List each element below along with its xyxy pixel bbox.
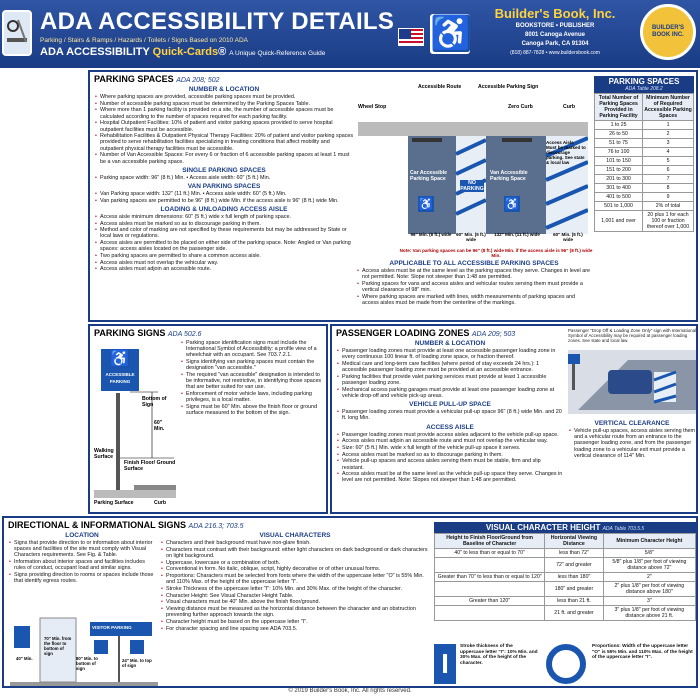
table-cell: 2"	[603, 573, 695, 582]
label-wheel-stop: Wheel Stop	[358, 104, 387, 110]
page-title: ADA ACCESSIBILITY DETAILS	[40, 8, 395, 35]
table-cell: 3	[643, 139, 694, 148]
table-cell: 2	[643, 130, 694, 139]
table-cell: 7	[643, 175, 694, 184]
left-blank-margin	[0, 70, 86, 322]
list-item: • Visual characters must be 40" Min. above the finish floor/ground.	[160, 599, 430, 605]
table-cell: 2% of total	[643, 202, 694, 211]
list-item: • Where parking spaces are provided, accessible parking spaces must be provided.	[94, 94, 354, 100]
table-cell: 20 plus 1 for each 100 or fraction thereof over 1,000	[643, 211, 694, 232]
us-flag-icon	[398, 28, 424, 46]
table-cell: 3"	[603, 597, 695, 606]
van-note: Note: Van parking spaces can be 96" (8 ft.) wide Min. if the access aisle is 96" (8 ft.) wide Min.	[399, 248, 593, 258]
col-header-total: Total Number of Parking Spaces Provided in Parking Facility	[595, 94, 643, 121]
parking-spaces-table	[594, 76, 694, 232]
wheelchair-icon: ♿	[430, 15, 473, 53]
page-subtitle: Parking / Stairs & Ramps / Hazards / Toilets / Signs Based on 2010 ADA	[40, 37, 248, 44]
list-item: • Parking facilities that provide valet parking services must provide at least 1 accessible passenger loading zone.	[336, 374, 564, 386]
table-cell: 1 to 25	[595, 121, 643, 130]
table-cell: Greater than 70" to less than or equal to 120"	[435, 573, 545, 582]
table-cell: 5/8" plus 1/8" per foot of viewing distance above 72"	[603, 558, 695, 573]
table-row	[595, 193, 694, 202]
list-item: • Size: 60" (5 ft.) Min. wide x full length of the vehicle pull-up space it serves.	[336, 445, 564, 451]
table-cell: 21 ft. and greater	[545, 606, 603, 621]
table-row	[595, 184, 694, 193]
vertical-clearance-block	[568, 418, 696, 460]
table-cell: 5/8"	[603, 549, 695, 558]
label-accessible-parking-sign: Accessible Parking Sign	[478, 84, 539, 90]
table-cell	[435, 582, 545, 597]
section-title: DIRECTIONAL & INFORMATIONAL SIGNS ADA 216.3; 703.5	[8, 520, 244, 530]
loading-zone-figure	[568, 328, 696, 416]
dimension-row	[408, 232, 588, 246]
list-item: • Method and color of marking are not specified by these requirements but may be addressed by State or local laws or regulations.	[94, 227, 354, 239]
ramp-logo-icon	[2, 10, 32, 56]
list-item: • Where parking spaces are marked with lines, width measurements of parking spaces and access aisles must be made from the centerline of the markings.	[356, 294, 592, 306]
list-item: • Number of accessible parking spaces must be determined by the Parking Spaces Table.	[94, 101, 354, 107]
parking-sign-figure	[94, 340, 176, 512]
list-item: • Medical care and long-term care facilities (where period of stay exceeds 24 hrs.): 1 accessible passenger loading zone must be provided at an accessible entrance.	[336, 361, 564, 373]
table-cell: 40" to less than or equal to 70"	[435, 549, 545, 558]
table-cell: 401 to 500	[595, 193, 643, 202]
label-zero-curb: Zero Curb	[508, 104, 533, 110]
label-curb: Curb	[154, 500, 167, 506]
col-header-height: Height to Finish Floor/Ground from Baseline of Character	[435, 534, 545, 549]
list-item: • Access aisles must adjoin an accessible route and must not overlap the vehicular way.	[336, 438, 564, 444]
all-spaces-block	[356, 258, 592, 307]
list-item: • Parking spaces for vans and access aisles and vehicular routes serving them must provide a vertical clearance of 98" min.	[356, 281, 592, 293]
list-item: • Access aisles must not overlap the vehicular way.	[94, 260, 354, 266]
header-banner	[0, 0, 700, 68]
letter-proportion-figure	[434, 642, 696, 688]
parking-signs-text	[180, 340, 326, 417]
list-item: • Access aisles must be at the same level as the parking spaces they serve. Changes in level are not permitted. Note: Slope not steeper than 1:48 are permitted.	[356, 268, 592, 280]
list-item: • Parking space identification signs must include the International Symbol of Accessibility: a profile view of a wheelchair with an occupant. See 703.7.2.1.	[180, 340, 326, 359]
table-cell: 51 to 75	[595, 139, 643, 148]
table-cell	[435, 558, 545, 573]
list-item: • Character height must be based on the uppercase letter "I".	[160, 619, 430, 625]
subheading-single: SINGLE PARKING SPACES	[182, 166, 266, 174]
publisher-seal-icon: BUILDER'S BOOK INC.	[640, 4, 696, 60]
table-cell: 151 to 200	[595, 166, 643, 175]
loading-text-column	[336, 338, 564, 484]
subheading-visual-characters: VISUAL CHARACTERS	[259, 532, 331, 539]
label-24-min: 24" Min. to top of sign	[122, 658, 152, 668]
visual-character-height-table	[434, 522, 696, 621]
label-70-min: 70" Min. from the floor to bottom of sign	[44, 636, 72, 656]
dimension-van-aisle: 60" Min. (5 ft.) wide	[553, 232, 583, 242]
table-row	[435, 573, 696, 582]
table-cell: less than 180"	[545, 573, 603, 582]
list-item: • Passenger loading zones must provide access aisles adjacent to the vehicle pull-up space.	[336, 432, 564, 438]
stroke-note: Stroke thickness of the uppercase letter "I": 10% Min. and 30% Max. of the height of the character.	[460, 644, 538, 666]
directional-signs-section	[2, 516, 698, 688]
list-item: • Where more than 1 parking facility is provided on a site, the number of accessible spaces must be calculated according to the number of spaces required for each parking facility.	[94, 107, 354, 119]
table-row	[435, 606, 696, 621]
list-item: • Information about interior spaces and facilities includes rules of conduct, occupant load and similar signs.	[8, 559, 156, 571]
wheelchair-symbol-icon: ♿	[504, 197, 520, 211]
list-item: • Van Parking space width: 132" (11 ft.) Min. • Access aisle width: 60" (5 ft.) Min.	[94, 191, 354, 197]
table-row	[435, 549, 696, 558]
label-bottom-of-sign: Bottom of Sign	[142, 396, 167, 408]
table-cell: 1	[643, 121, 694, 130]
list-item: • Vehicle pull-up spaces, access aisles serving them and a vehicular route from an entrance to the passenger loading zone, and from the passenger loading zone to a vehicular exit must provide a vertical clearance of 114" Min.	[568, 428, 696, 459]
section-title: PASSENGER LOADING ZONES ADA 209; 503	[336, 328, 516, 338]
proportion-note: Proportions: Width of the uppercase letter "O" is 55% Min. and 110% Max. of the height of the uppercase letter "I".	[592, 644, 693, 661]
sign-text-parking: PARKING	[109, 379, 131, 384]
list-item: • Proportions: Characters must be selected from fonts where the width of the uppercase letter "O" is 55% Min. and 110% Max. of the height of the uppercase letter "I".	[160, 573, 430, 585]
list-item: • Signs identifying van parking spaces must contain the designation "van accessible."	[180, 359, 326, 371]
letter-o-icon	[546, 644, 586, 684]
table-cell: 5	[643, 157, 694, 166]
label-80-min: 80" Min. to bottom of sign	[76, 656, 98, 671]
list-item: • Signs must be 60" Min. above the finish floor or ground surface measured to the bottom of the sign.	[180, 404, 326, 416]
label-curb: Curb	[563, 104, 576, 110]
letter-i-icon: I	[434, 644, 456, 684]
table-row	[595, 211, 694, 232]
table-cell: less than 72"	[545, 549, 603, 558]
table-cell: 4	[643, 148, 694, 157]
parking-spaces-section	[88, 70, 698, 322]
subheading-loading: LOADING & UNLOADING ACCESS AISLE	[160, 205, 288, 213]
list-item: • Access aisles must be at the same level as the vehicle pull-up space they serve. Changes in level are not permitted. Note: Slopes not steeper than 1:48 are permitted.	[336, 471, 564, 483]
dimension-aisle: 60" Min. (5 ft.) wide	[456, 232, 486, 242]
table-cell: 301 to 400	[595, 184, 643, 193]
table-row	[595, 130, 694, 139]
section-title: PARKING SPACES ADA 208; 502	[94, 74, 220, 84]
label-parking-surface: Parking Surface	[94, 500, 134, 506]
label-visitor-parking: VISITOR PARKING	[92, 625, 132, 630]
wheelchair-symbol-icon: ♿	[418, 197, 434, 211]
col-header-minimum: Minimum Number of Required Accessible Parking Spaces	[644, 95, 692, 119]
table-row	[435, 558, 696, 573]
list-item: • Signs that provide direction to or information about interior spaces and facilities of the site must comply with Visual Characters requirements. See Fig. & Table.	[8, 540, 156, 559]
table-row	[435, 582, 696, 597]
table-row	[435, 597, 696, 606]
list-item: • Conventional in form. No italic, oblique, script, highly decorative or of other unusual forms.	[160, 566, 430, 572]
list-item: • Characters and their background must have non-glare finish.	[160, 540, 430, 546]
list-item: • Access aisle minimum dimensions: 60" (5 ft.) wide x full length of parking space.	[94, 214, 354, 220]
col-header-viewing: Horizontal Viewing Distance	[545, 534, 603, 549]
subheading-access-aisle: ACCESS AISLE	[426, 423, 474, 431]
list-item: • Access aisles must be marked so as to discourage parking in them.	[94, 221, 354, 227]
publisher-block: Builder's Book, Inc. BOOKSTORE • PUBLISHER 8001 Canoga Avenue Canoga Park, CA 91304 (818) 887-7828 • www.buildersbook.com	[494, 6, 616, 56]
list-item: • Viewing distance must be measured as the horizontal distance between the character and an obstruction preventing further approach towards the sign.	[160, 606, 430, 618]
table-title: VISUAL CHARACTER HEIGHT ADA Table 703.5.5	[434, 522, 696, 533]
table-cell: 9	[643, 193, 694, 202]
table-row	[595, 139, 694, 148]
table-row	[595, 202, 694, 211]
section-title: PARKING SIGNS ADA 502.6	[94, 328, 202, 338]
list-item: • Access aisles must be marked so as to discourage parking in them.	[336, 452, 564, 458]
table-cell: 3" plus 1/8" per foot of viewing distance above 21 ft.	[603, 606, 695, 621]
table-row	[595, 166, 694, 175]
copyright-footer: © 2019 Builder's Book, Inc. All rights reserved.	[288, 688, 412, 694]
label-van-space: Van Accessible Parking Space	[490, 170, 528, 182]
list-item: • Number of Van Accessible Spaces: For every 6 or fraction of 6 accessible parking spaces at least 1 must be a van accessible parking space.	[94, 152, 354, 164]
table-cell: 201 to 300	[595, 175, 643, 184]
table-cell: 180" and greater	[545, 582, 603, 597]
list-item: • Van parking spaces are permitted to be 96" (8 ft.) wide Min. if the access aisle is 96" (8 ft.) wide Min.	[94, 198, 354, 204]
list-item: • Vehicle pull-up spaces and access aisles serving them must be stable, firm and slip resistant.	[336, 458, 564, 470]
label-finish-floor: Finish Floor/ Ground Surface	[124, 460, 176, 472]
list-item: • Signs providing direction to rooms or spaces include those that identify egress routes.	[8, 572, 156, 584]
table-cell: 8	[643, 184, 694, 193]
list-item: • Hospital Outpatient Facilities: 10% of patient and visitor parking spaces provided to serve hospital outpatient facilities must be accessible.	[94, 120, 354, 132]
table-title: PARKING SPACES ADA Table 208.2	[594, 76, 694, 93]
dimension-car-space: 96" Min. (8 ft.) wide	[410, 232, 452, 237]
subheading-all-spaces: APPLICABLE TO ALL ACCESSIBLE PARKING SPACES	[389, 260, 559, 267]
subheading-location: LOCATION	[65, 532, 99, 539]
label-accessible-route: Accessible Route	[418, 84, 462, 90]
table-row	[595, 148, 694, 157]
list-item: • Passenger loading zones must provide a vehicular pull-up space 96" (8 ft.) wide Min. and 20 ft. long Min.	[336, 409, 564, 421]
passenger-loading-section	[330, 324, 698, 514]
table-cell: 72" and greater	[545, 558, 603, 573]
list-item: • Character Height: See Visual Character Height Table.	[160, 593, 430, 599]
parking-text-column	[94, 84, 354, 273]
table-cell: 2" plus 1/8" per foot of viewing distance above 180"	[603, 582, 695, 597]
dimension-van-space: 132" Min. (11 ft.) wide	[494, 232, 540, 237]
table-row	[595, 175, 694, 184]
subheading-pullup: VEHICLE PULL-UP SPACE	[409, 401, 491, 409]
list-item: • Mechanical access parking garages must provide at least one passenger loading zone at vehicle drop-off and vehicle pick-up areas.	[336, 387, 564, 399]
table-cell: 26 to 50	[595, 130, 643, 139]
label-access-aisle: Access Aisle Must be marked to discourage parking. See state & local law	[546, 140, 586, 165]
loading-sign-note: Passenger "Drop Off & Loading Zone Only" sign with International Symbol of Accessibility may be required at passenger loading zones. See state and local law.	[568, 328, 696, 343]
label-walking-surface: Walking Surface	[94, 448, 114, 460]
subheading-van: VAN PARKING SPACES	[187, 182, 261, 190]
list-item: • Rehabilitation Facilities & Outpatient Physical Therapy Facilities: 20% of patient and visitor parking spaces provided to serve rehabilitation facilities specializing in treating conditions that affect mobility and outpatient physical therapy facilities must be accessible.	[94, 133, 354, 152]
table-cell: less than 21 ft.	[545, 597, 603, 606]
table-cell	[435, 606, 545, 621]
parking-diagram	[358, 84, 588, 234]
sign-text-accessible: ACCESSIBLE	[105, 372, 135, 377]
table-cell: 101 to 150	[595, 157, 643, 166]
location-column	[8, 530, 156, 585]
product-line: ADA ACCESSIBILITY Quick-Cards® A Unique Quick-Reference Guide	[40, 46, 326, 58]
subheading-number-location: NUMBER & LOCATION	[188, 86, 260, 93]
list-item: • The required "van accessible" designation is intended to be informative, not restrictive, in identifying those spaces that are better suited for van use.	[180, 372, 326, 391]
list-item: • Access aisles are permitted to be placed on either side of the parking space. Note: Angled or Van parking spaces: access aisles located on the passenger side.	[94, 240, 354, 252]
table-cell: Greater than 120"	[435, 597, 545, 606]
list-item: • Parking space width: 96" (8 ft.) Min. • Access aisle width: 60" (5 ft.) Min.	[94, 175, 354, 181]
table-cell: 6	[643, 166, 694, 175]
table-row	[595, 121, 694, 130]
wheelchair-symbol-icon: ♿	[110, 351, 130, 368]
table-cell: 76 to 100	[595, 148, 643, 157]
subheading-vertical-clearance: VERTICAL CLEARANCE	[594, 420, 670, 427]
directional-sign-figure	[10, 616, 158, 688]
table-cell: 501 to 1,000	[595, 202, 643, 211]
visual-characters-column	[160, 530, 430, 632]
parking-signs-section	[88, 324, 328, 514]
list-item: • Access aisles must adjoin an accessible route.	[94, 266, 354, 272]
list-item: • Enforcement of motor vehicle laws, including parking privileges, is a local matter.	[180, 391, 326, 403]
table-cell: 1,001 and over	[595, 211, 643, 232]
list-item: • Stroke Thickness of the uppercase letter "I": 10% Min. and 30% Max. of the height of the character.	[160, 586, 430, 592]
list-item: • Characters must contrast with their background: either light characters on dark background or dark characters on light background.	[160, 547, 430, 559]
label-sign-height: 60" Min.	[154, 420, 165, 432]
table-row	[595, 157, 694, 166]
label-40-min: 40" Min.	[16, 656, 33, 661]
col-header-char-height: Minimum Character Height	[603, 534, 695, 549]
subheading-number-location: NUMBER & LOCATION	[414, 340, 486, 347]
label-no-parking: NO PARKING	[460, 180, 484, 192]
list-item: • Uppercase, lowercase or a combination of both.	[160, 560, 430, 566]
list-item: • For character spacing and line spacing see ADA 703.5.	[160, 626, 430, 632]
label-car-space: Car Accessible Parking Space	[410, 170, 448, 182]
list-item: • Passenger loading zones must provide at least one accessible passenger loading zone in every continuous 100 linear ft. of loading zone space, or fraction thereof.	[336, 348, 564, 360]
list-item: • Two parking spaces are permitted to share a common access aisle.	[94, 253, 354, 259]
